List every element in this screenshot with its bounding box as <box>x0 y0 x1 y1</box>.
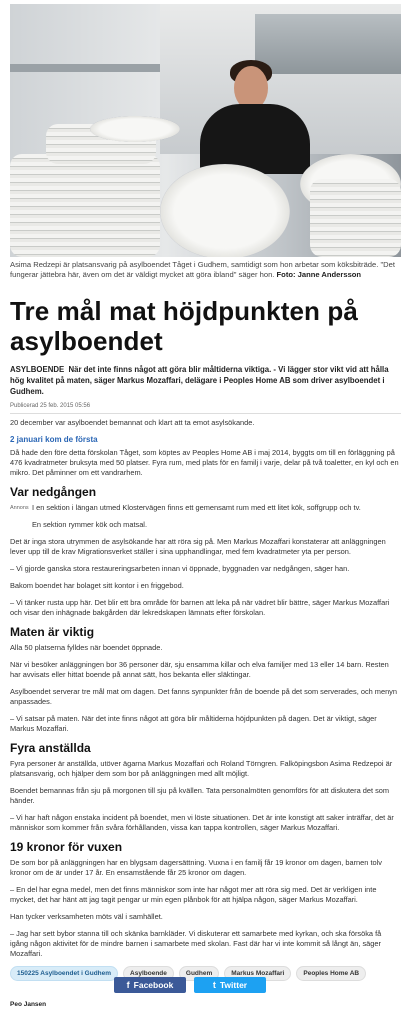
author-name[interactable]: Peo Jansen <box>10 1001 47 1008</box>
paragraph: – En del har egna medel, men det finns människor som inte har något mer att röra sig med. Det är verkligen inte mycket, det har hänt att jag tagit pengar ur min egen plånbok för att hjälpa någon, säger Markus Mozaffari. <box>10 885 377 904</box>
photo-plate <box>160 164 290 257</box>
photo-plate <box>90 116 180 142</box>
caption-credit: Foto: Janne Andersson <box>276 270 362 279</box>
published-date: Publicerad 25 feb. 2015 05:56 <box>10 403 91 409</box>
section-heading: 19 kronor för vuxen <box>10 840 123 854</box>
paragraph: – Vi gjorde ganska stora restaureringsarbeten innan vi öppnade, byggnaden var nedgången, säger han. <box>10 564 350 573</box>
photo-hood <box>255 14 401 74</box>
tag-link[interactable]: Asylboende <box>123 966 174 981</box>
paragraph: Asylboendet serverar tre mål mat om dagen. Det fanns synpunkter från de boende på det som serverades, och menyn anpassades. <box>10 687 397 706</box>
twitter-share-button[interactable] <box>194 977 266 993</box>
paragraph: De som bor på anläggningen har en blygsam dagersättning. Vuxna i en familj får 19 kronor om dagen, barnen tolv kronor om de är under 17 år. En ensamstående får 25 kronor om dagen. <box>10 858 382 877</box>
article-container <box>10 0 401 981</box>
ad-label: Annons <box>10 505 29 511</box>
paragraph: I en sektion i längan utmed Klostervägen finns ett gemensamt rum med ett litet kök, soffgrupp och tv. <box>32 503 361 512</box>
paragraph: Han tycker verksamheten möts väl i samhället. <box>10 912 163 921</box>
tag-link[interactable]: Gudhem <box>179 966 219 981</box>
facebook-label: Facebook <box>133 980 174 990</box>
twitter-icon: t <box>212 980 216 990</box>
caption-text: Asima Redzepi är platsansvarig på asylboendet Tåget i Gudhem, samtidigt som hon arbetar som köksbiträde. "Det fungerar jättebra här, även om det är väldigt mycket att göra ibland" säger hon. <box>10 260 395 279</box>
paragraph: – Vi har haft någon enstaka incident på boendet, men vi löste situationen. Det är inte konstigt att saker inträffar, det är människor som kommer från svåra förhållanden, vissa kan tappa kontrollen, säger Markus Mozaffari. <box>10 813 394 832</box>
section-heading: Fyra anställda <box>10 741 91 755</box>
paragraph: – Jag har sett bybor stanna till och skänka barnkläder. Vi diskuterar ett samarbete med kyrkan, och ska försöka få igång någon aktivitet för de mindre barnen i samarbete med skolan. Fast där har vi inte kommit så långt än, säger Mozaffari. <box>10 929 382 958</box>
paragraph: En sektion rymmer kök och matsal. <box>32 520 148 529</box>
facebook-icon: f <box>126 980 130 990</box>
photo-plate-stack <box>310 179 401 257</box>
lead-text: När det inte finns något att göra blir måltiderna viktiga. - Vi lägger stor vikt vid att hålla hög kvalitet på maten, säger Markus Mozaffari, delägare i Peoples Home AB som driver asylboendet i Gudhem. <box>10 365 389 396</box>
paragraph: Då hade den före detta förskolan Tåget, som köptes av Peoples Home AB i maj 2014, byggts om till en förläggning på 476 kvadratmeter bruksyta med 50 platser. Fyra rum, med plats för en familj i varje, delar på två toaletter, en kyl och en mikro. Det påminner om ett vandrarhem. <box>10 448 399 477</box>
paragraph: 20 december var asylboendet bemannat och klart att ta emot asylsökande. <box>10 418 255 427</box>
paragraph: – Vi tänker rusta upp här. Det blir ett bra område för barnen att leka på när vädret blir bättre, säger Markus Mozaffari och visar den inhägnade bakgården där lekredskapen lämnats efter förskolan. <box>10 598 390 617</box>
article-title: Tre mål mat höjdpunkten på asylboendet <box>10 296 358 356</box>
twitter-label: Twitter <box>219 980 248 990</box>
tag-link[interactable]: Markus Mozaffari <box>224 966 291 981</box>
subheading: 2 januari kom de första <box>10 435 98 444</box>
tag-link[interactable]: 150225 Asylboendet i Gudhem <box>10 966 118 981</box>
lead-tag[interactable]: ASYLBOENDE <box>10 365 65 374</box>
photo-plate-stack <box>10 154 160 257</box>
share-bar <box>114 977 266 993</box>
section-heading: Var nedgången <box>10 485 97 499</box>
divider <box>10 413 401 414</box>
paragraph: Alla 50 platserna fylldes när boendet öppnade. <box>10 643 163 652</box>
photo-shelf <box>10 64 160 72</box>
tag-link[interactable]: Peoples Home AB <box>296 966 366 981</box>
facebook-share-button[interactable] <box>114 977 186 993</box>
photo-caption <box>10 260 401 280</box>
paragraph: – Vi satsar på maten. När det inte finns något att göra blir måltiderna höjdpunkten på dagen. Det är viktigt, säger Markus Mozaffari. <box>10 714 377 733</box>
paragraph: Fyra personer är anställda, utöver ägarna Markus Mozaffari och Roland Törngren. Falköpingsbon Asima Redzepoi är platsansvarig, och hjälper dem som bor på anläggningen med allt möjligt. <box>10 759 393 778</box>
article-photo[interactable] <box>10 4 401 257</box>
paragraph: Boendet bemannas från sju på morgonen till sju på kvällen. Tata personalmöten genomförs för att diskutera det som händer. <box>10 786 390 805</box>
paragraph: Bakom boendet har bolaget sitt kontor i en friggebod. <box>10 581 184 590</box>
paragraph: Det är inga stora utrymmen de asylsökande har att röra sig på. Men Markus Mozaffari konstaterar att anläggningen lever upp till de krav Migrationsverket ställer i sina upphandlingar, med fem kvadratmeter yta per person. <box>10 537 386 556</box>
article-lead <box>10 364 401 397</box>
paragraph: När vi besöker anläggningen bor 36 personer där, sju ensamma killar och elva familjer med 13 eller 14 barn. Resten har avvisats eller hittat boende på annat sätt, hos bekanta eller släktingar. <box>10 660 389 679</box>
section-heading: Maten är viktig <box>10 625 95 639</box>
ad-row <box>10 503 401 520</box>
